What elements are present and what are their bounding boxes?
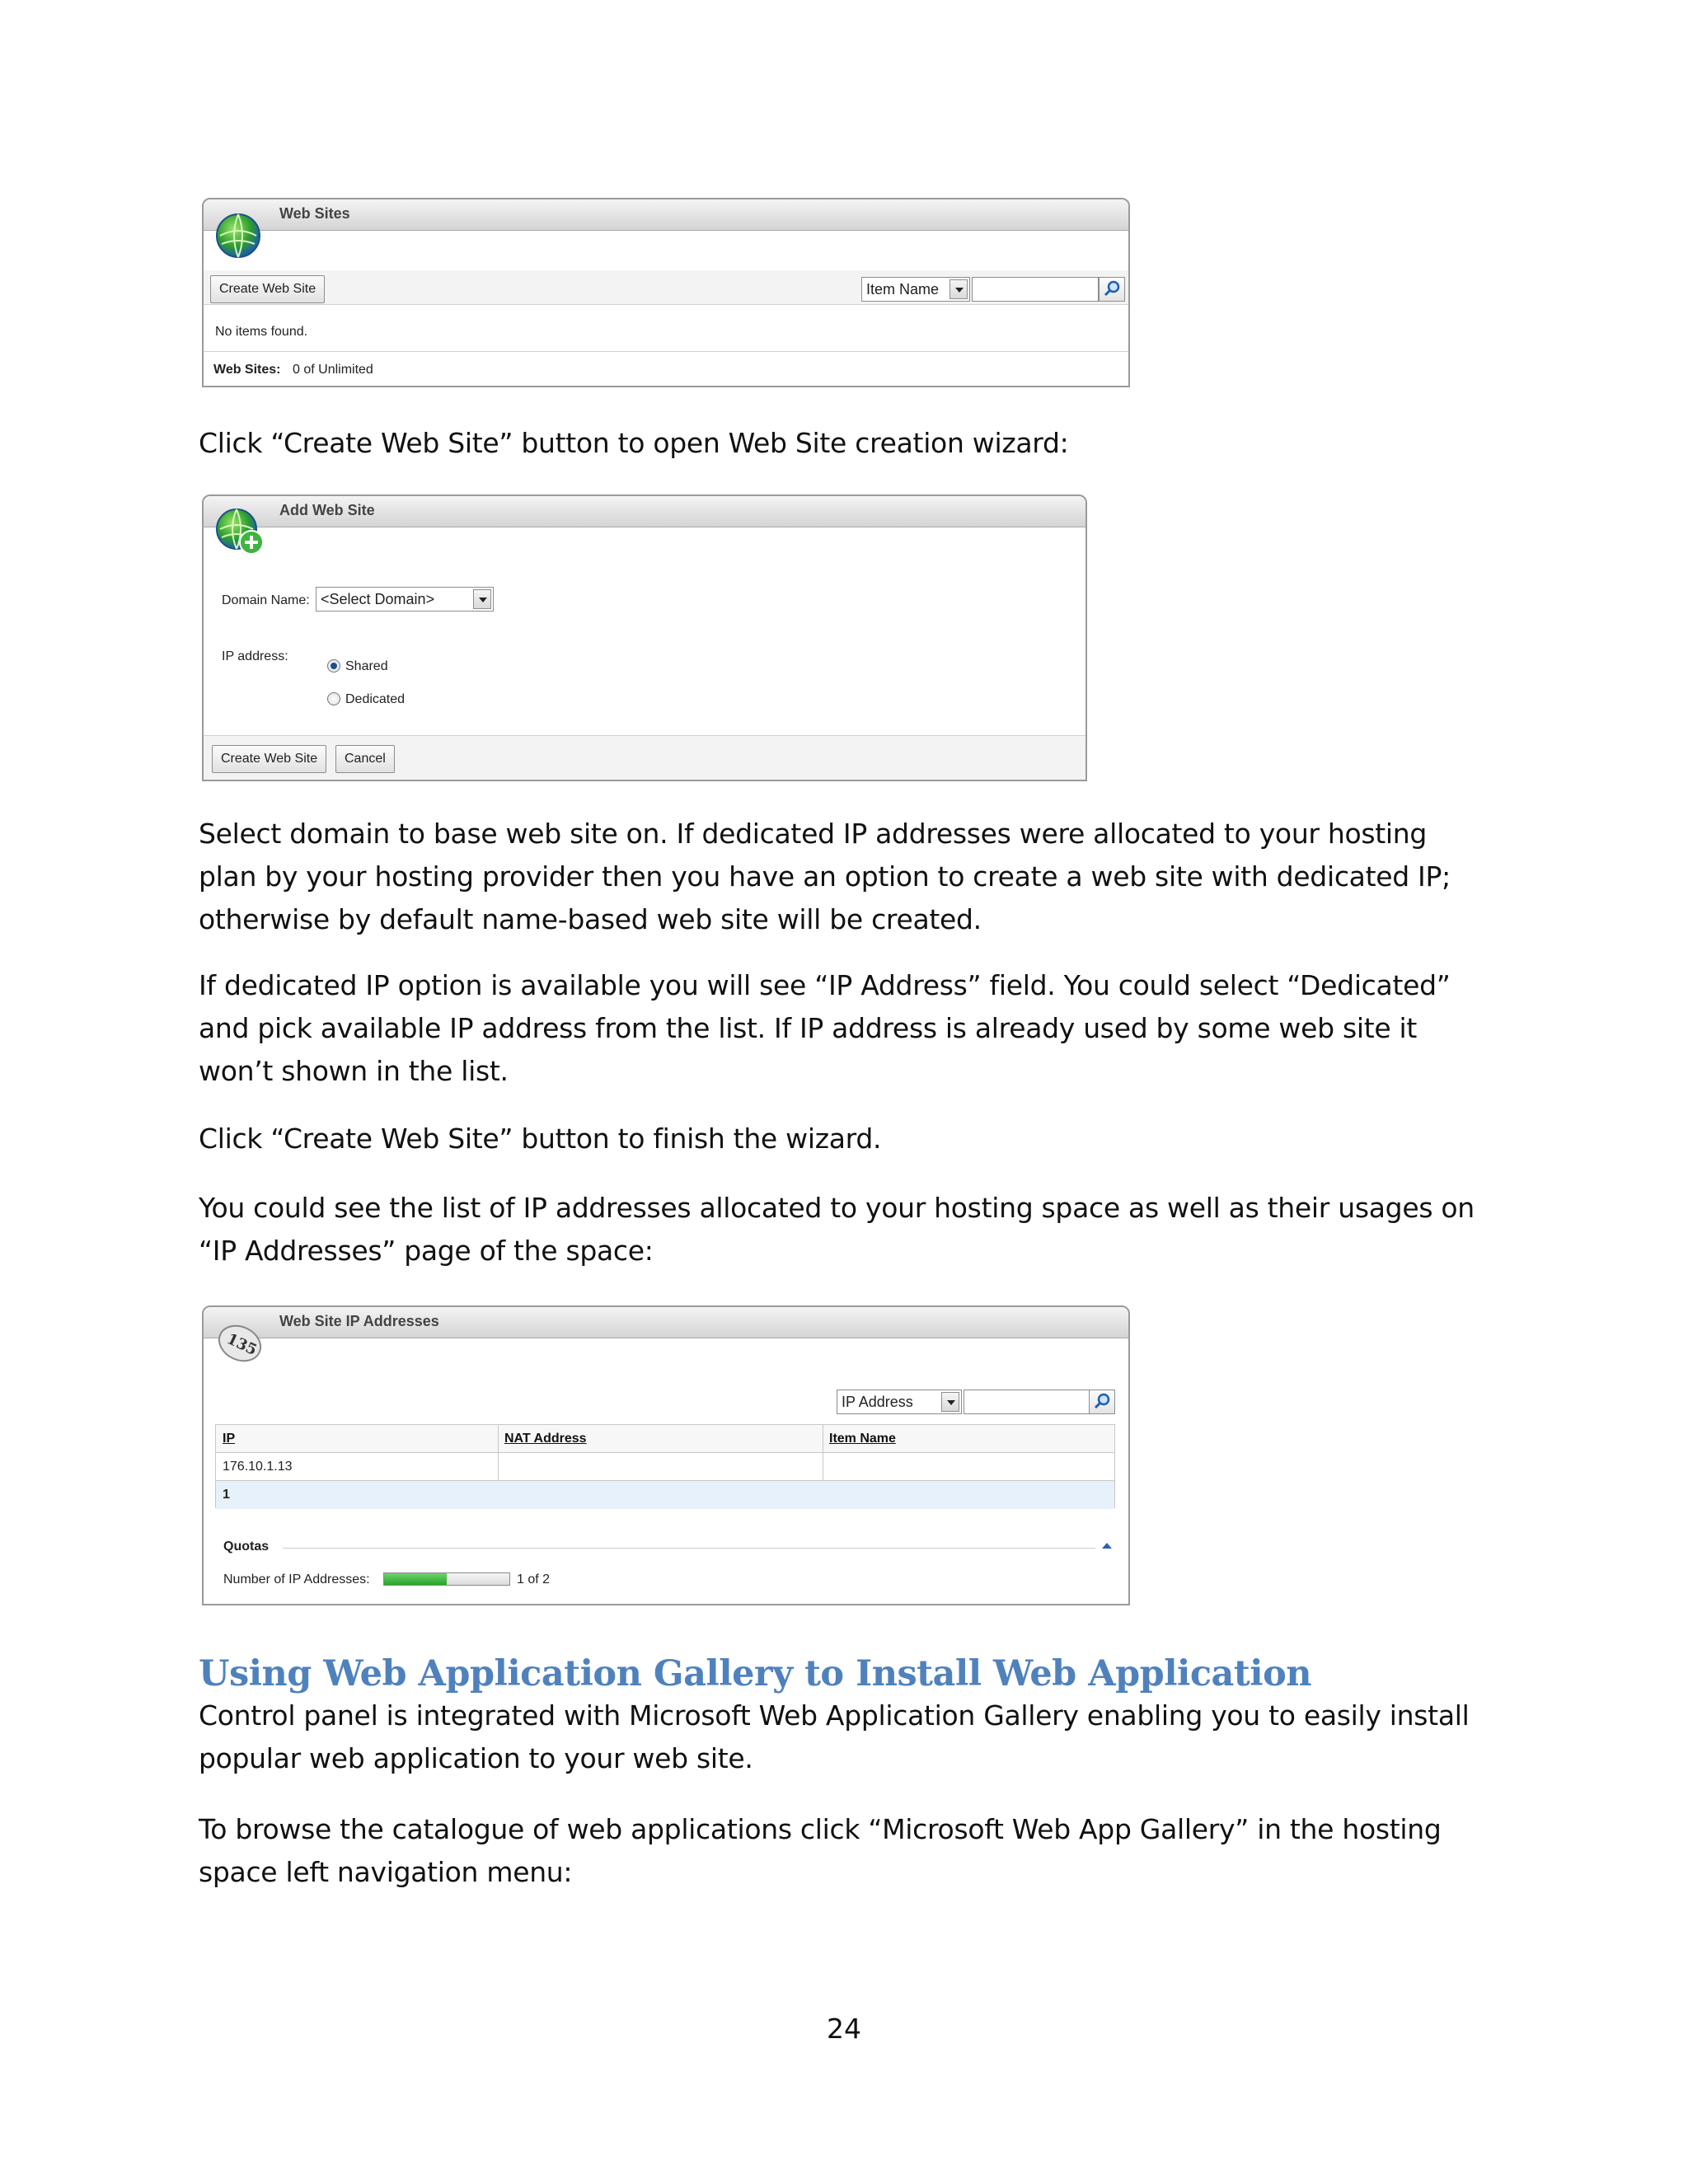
column-divider: [498, 1425, 499, 1481]
cell-ip: 176.10.1.13: [223, 1460, 293, 1474]
paragraph: Click “Create Web Site” button to finish the wizard.: [199, 1122, 882, 1155]
panel-title: Web Site IP Addresses: [279, 1313, 439, 1329]
search-input[interactable]: [972, 277, 1099, 302]
domain-name-label: Domain Name:: [222, 593, 310, 607]
paragraph: Click “Create Web Site” button to open Web Site creation wizard:: [199, 427, 1069, 459]
table-footer: [216, 1481, 1114, 1509]
cancel-button[interactable]: Cancel: [335, 745, 395, 773]
ip-address-icon: [213, 1315, 266, 1368]
page-number: 24: [827, 2013, 861, 2045]
table-row: [216, 1453, 1114, 1481]
ip-addresses-panel: [202, 1305, 1130, 1605]
quotas-divider: [283, 1548, 1095, 1549]
column-header-ip[interactable]: IP: [223, 1432, 236, 1446]
search-icon: [1090, 1390, 1114, 1413]
row-count: 1: [223, 1488, 230, 1502]
chevron-down-icon: [950, 279, 968, 299]
empty-message: No items found.: [215, 325, 308, 339]
search-button[interactable]: [1089, 1390, 1115, 1414]
footer-divider: [204, 351, 1128, 352]
domain-select[interactable]: [316, 587, 494, 612]
globe-icon: [213, 208, 266, 260]
quota-value: 1 of 2: [517, 1572, 551, 1586]
paragraph: Select domain to base web site on. If dedicated IP addresses were allocated to your hosting plan by your hosting provider then you have an option to create a web site with dedicated IP; otherwise by default name-based web site will be created.: [199, 818, 1451, 935]
column-header-nat-address[interactable]: NAT Address: [504, 1432, 587, 1446]
filter-select-value: IP Address: [842, 1394, 913, 1410]
panel-title: Web Sites: [279, 205, 350, 222]
paragraph: Control panel is integrated with Microsoft Web Application Gallery enabling you to easily install popular web application to your web site.: [199, 1699, 1470, 1774]
panel-title: Add Web Site: [279, 502, 375, 518]
footer-label: Web Sites:: [213, 363, 281, 377]
ip-table: [215, 1424, 1115, 1508]
footer-value: 0 of Unlimited: [293, 363, 373, 377]
globe-add-icon: [213, 504, 266, 557]
quotas-label: Quotas: [223, 1540, 270, 1554]
ip-address-label: IP address:: [222, 649, 288, 663]
shared-radio[interactable]: [327, 659, 340, 673]
shared-radio-label: Shared: [345, 659, 388, 673]
table-header: [216, 1425, 1114, 1453]
collapse-icon[interactable]: [1102, 1543, 1112, 1549]
quota-progress-fill: [384, 1573, 447, 1585]
filter-select[interactable]: [837, 1390, 962, 1414]
paragraph: To browse the catalogue of web applications click “Microsoft Web App Gallery” in the hosting space left navigation menu:: [199, 1813, 1442, 1888]
column-header-item-name[interactable]: Item Name: [829, 1432, 896, 1446]
create-web-site-button[interactable]: Create Web Site: [210, 275, 325, 303]
domain-select-value: <Select Domain>: [321, 591, 435, 607]
chevron-down-icon: [473, 589, 491, 609]
dedicated-radio-label: Dedicated: [345, 692, 406, 706]
paragraph: If dedicated IP option is available you will see “IP Address” field. You could select “Dedicated” and pick available IP address from the list. If IP address is already used by some web site it won’t shown in the list.: [199, 969, 1451, 1087]
quota-name: Number of IP Addresses:: [223, 1572, 370, 1586]
filter-select[interactable]: [861, 277, 970, 302]
web-sites-panel: [202, 198, 1130, 387]
search-button[interactable]: [1099, 277, 1125, 302]
create-web-site-button[interactable]: Create Web Site: [212, 745, 326, 773]
section-heading: Using Web Application Gallery to Install Web Application: [199, 1653, 1312, 1694]
add-web-site-panel: [202, 494, 1087, 781]
paragraph: You could see the list of IP addresses allocated to your hosting space as well as their usages on “IP Addresses” page of the space:: [199, 1192, 1475, 1267]
ip-icon-text: 135: [223, 1330, 260, 1360]
quota-progress-bar: [383, 1572, 510, 1586]
search-input[interactable]: [964, 1390, 1090, 1414]
filter-select-value: Item Name: [866, 281, 940, 298]
dedicated-radio[interactable]: [327, 692, 340, 705]
chevron-down-icon: [941, 1392, 959, 1412]
search-icon: [1100, 278, 1124, 301]
